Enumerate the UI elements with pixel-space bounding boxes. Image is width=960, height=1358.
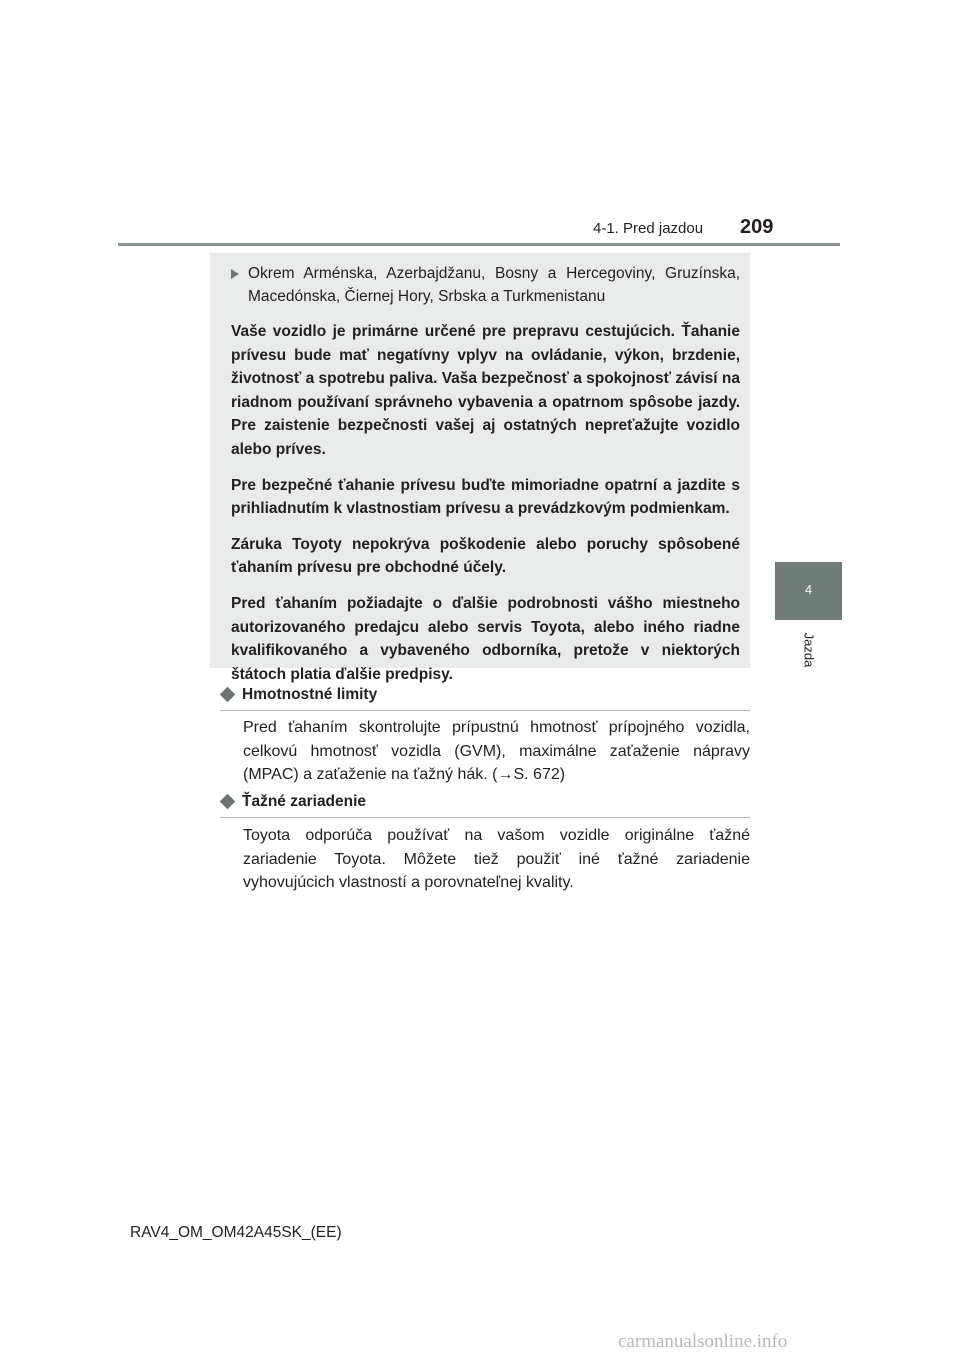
header-section-title: 4-1. Pred jazdou <box>593 220 704 237</box>
document-code: RAV4_OM_OM42A45SK_(EE) <box>130 1224 342 1241</box>
section-title: Ťažné zariadenie <box>242 793 367 810</box>
page-number: 209 <box>740 216 774 238</box>
notice-box <box>210 253 750 683</box>
header-divider <box>118 243 840 246</box>
chapter-label-container <box>796 625 822 675</box>
notice-paragraph: Pre bezpečné ťahanie prívesu buďte mimoriadne opatrní a jazdite s prihliadnutím k vlastnostiam prívesu a prevádzkovým podmienkam. <box>231 476 740 518</box>
chapter-number: 4 <box>804 582 813 597</box>
diamond-bullet-icon <box>220 687 236 703</box>
notice-paragraph: Pred ťahaním požiadajte o ďalšie podrobnosti vášho miestneho autorizovaného predajcu alebo servis Toyota, alebo iného riadne kvalifikovaného a vybaveného odborníka, pretože v niektorých štátoch platia ďalšie predpisy. <box>231 594 740 683</box>
watermark: carmanualsonline.info <box>618 1331 788 1352</box>
section-title: Hmotnostné limity <box>242 686 378 703</box>
notice-bullet-text: Okrem Arménska, Azerbajdžanu, Bosny a Hercegoviny, Gruzínska, Macedónska, Čiernej Hory, Srbska a Turkmenistanu <box>248 265 740 305</box>
triangle-bullet-icon <box>231 269 239 279</box>
chapter-label: Jazda <box>801 632 817 668</box>
section-body-text: Pred ťahaním skontrolujte prípustnú hmotnosť prípojného vozidla, celkovú hmotnosť vozidla (GVM), maximálne zaťaženie nápravy (MPAC) a zaťaženie na ťažný hák. (→S. 672) <box>243 719 750 783</box>
section-heading-towing-equipment <box>220 791 750 818</box>
notice-paragraph: Vaše vozidlo je primárne určené pre prepravu cestujúcich. Ťahanie prívesu bude mať negatívny vplyv na ovládanie, výkon, brzdenie, životnosť a spotrebu paliva. Vaša bezpečnosť a spokojnosť závisí na riadnom používaní správneho vybavenia a opatrnom spôsobe jazdy. Pre zaistenie bezpečnosti vašej aj ostatných nepreťažujte vozidlo alebo príves. <box>231 323 740 458</box>
chapter-tab <box>775 562 842 620</box>
notice-bullet <box>231 262 740 308</box>
section-heading-weight-limits <box>220 684 750 711</box>
section-body-text: Toyota odporúča používať na vašom vozidle originálne ťažné zariadenie Toyota. Môžete tiež použiť iné ťažné zariadenie vyhovujúcich vlastností a porovnateľnej kvality. <box>243 827 750 891</box>
diamond-bullet-icon <box>220 794 236 810</box>
notice-paragraph: Záruka Toyoty nepokrýva poškodenie alebo poruchy spôsobené ťahaním prívesu pre obchodné účely. <box>231 535 740 577</box>
